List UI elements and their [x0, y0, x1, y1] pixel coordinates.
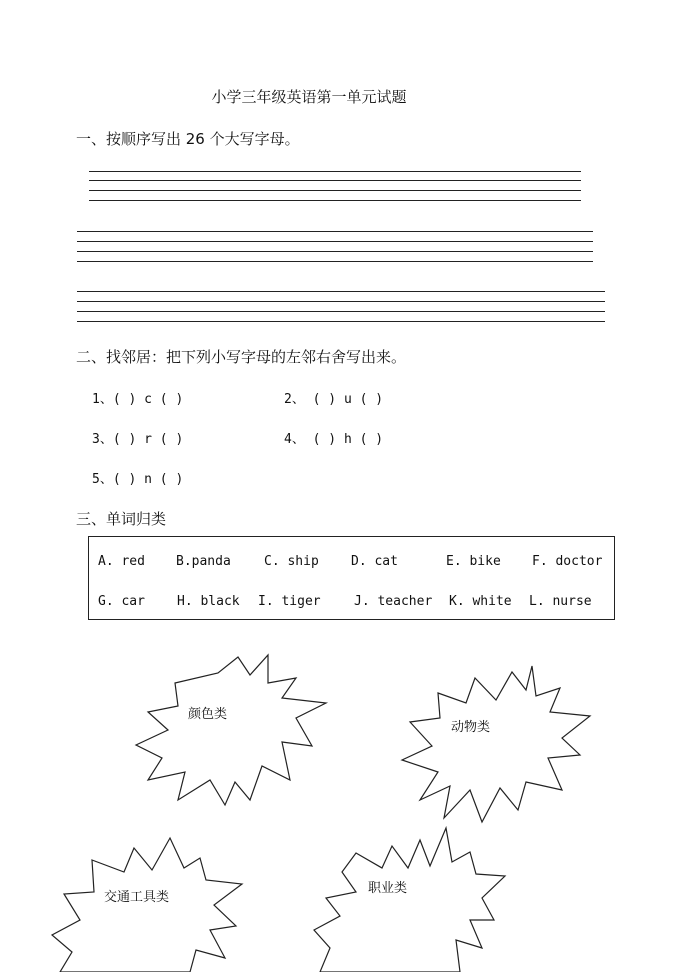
section-2-heading: 二、找邻居：把下列小写字母的左邻右舍写出来。: [76, 348, 407, 366]
category-label-occupations: 职业类: [368, 881, 408, 896]
page-title: 小学三年级英语第一单元试题: [211, 88, 407, 106]
neighbor-item-5: 5、( ) n ( ): [92, 472, 184, 487]
word-option: I. tiger: [258, 594, 321, 609]
burst-shape-transport: [52, 838, 242, 972]
burst-shape-animals: [402, 666, 590, 822]
word-option: F. doctor: [532, 554, 603, 569]
burst-shape-occupations: [314, 828, 505, 972]
category-label-animals: 动物类: [451, 720, 491, 735]
burst-shape-colors: [136, 655, 326, 805]
section-3-heading: 三、单词归类: [76, 510, 167, 528]
word-option: H. black: [177, 594, 240, 609]
section-1-heading: 一、按顺序写出 26 个大写字母。: [76, 130, 300, 148]
neighbor-item-1: 1、( ) c ( ): [92, 392, 184, 407]
word-option: E. bike: [446, 554, 501, 569]
word-option: L. nurse: [529, 594, 592, 609]
neighbor-item-2: 2、 ( ) u ( ): [284, 392, 384, 407]
neighbor-item-3: 3、( ) r ( ): [92, 432, 184, 447]
word-option: K. white: [449, 594, 512, 609]
word-option: A. red: [98, 554, 145, 569]
word-option: B.panda: [176, 554, 231, 569]
category-label-transport: 交通工具类: [104, 890, 170, 905]
category-label-colors: 颜色类: [188, 707, 228, 722]
word-option: C. ship: [264, 554, 319, 569]
word-option: J. teacher: [354, 594, 433, 609]
word-option: D. cat: [351, 554, 398, 569]
neighbor-item-4: 4、 ( ) h ( ): [284, 432, 384, 447]
word-option: G. car: [98, 594, 145, 609]
